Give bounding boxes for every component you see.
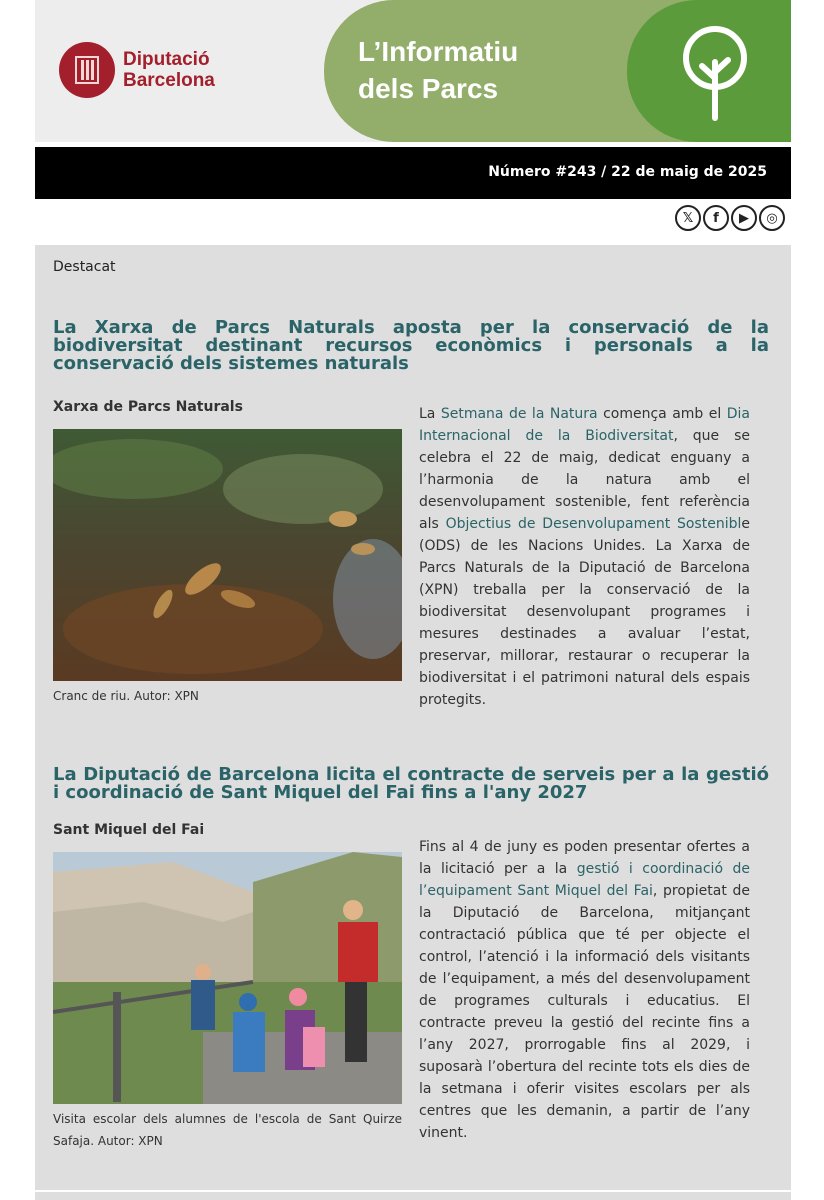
- diputacio-seal-icon: [59, 42, 115, 98]
- logo-line2: Barcelona: [123, 70, 215, 91]
- issue-bar: [35, 147, 791, 199]
- article-2-caption: Visita escolar dels alumnes de l'escola de Sant Quirze Safaja. Autor: XPN: [53, 1112, 402, 1148]
- x-icon[interactable]: 𝕏: [675, 205, 701, 231]
- newsletter-title: [358, 33, 518, 107]
- body-text: e (ODS) de les Nacions Unides. La Xarxa de Parcs Naturals de la Diputació de Barcelona (XPN) treballa per la conservació de la biodiversitat desenvolupant programes i mesures destinades a avaluar l’estat, preservar, millorar, restaurar o recuperar la biodiversitat i el patrimoni natural dels espais protegits.: [419, 516, 750, 708]
- link-setmana-natura[interactable]: Setmana de la Natura: [440, 406, 598, 422]
- header: [35, 0, 791, 142]
- body-text: Fins al 4 de juny es poden presentar ofertes a la licitació per a la: [419, 839, 750, 877]
- article-2-subheading: Sant Miquel del Fai: [53, 822, 205, 838]
- issue-number: Número #243 / 22 de maig de 2025: [488, 164, 767, 180]
- link-ods[interactable]: Objectius de Desenvolupament Sostenibl: [445, 516, 742, 532]
- article-1-headline[interactable]: La Xarxa de Parcs Naturals aposta per la conservació de la biodiversitat destinant recursos econòmics i personals a la conservació dels sistemes naturals: [53, 317, 769, 374]
- article-2-body: [419, 836, 750, 1144]
- instagram-icon[interactable]: ◎: [759, 205, 785, 231]
- article-1-subheading: Xarxa de Parcs Naturals: [53, 399, 243, 415]
- facebook-icon[interactable]: f: [703, 205, 729, 231]
- tree-icon: [680, 22, 750, 122]
- social-links: [675, 205, 785, 231]
- youtube-icon[interactable]: ▶: [731, 205, 757, 231]
- diputacio-logo[interactable]: [59, 42, 215, 98]
- newsletter: [35, 0, 791, 1148]
- body-text: comença amb el: [597, 406, 727, 422]
- footer-strip: [35, 1192, 791, 1200]
- article-1-photo[interactable]: [53, 429, 402, 681]
- body-text: , que se celebra el 22 de maig, dedicat enguany a l’harmonia de la natura amb el desenvolupament sostenible, fent referència als: [419, 428, 750, 532]
- body-text: La: [419, 406, 441, 422]
- content: [35, 245, 791, 1190]
- title-line1: L’Informatiu: [358, 36, 519, 67]
- article-1-body: [419, 403, 750, 711]
- link-dia-biodiversitat[interactable]: Dia Internacional de la Biodiversitat: [419, 406, 750, 444]
- article-1-caption: Cranc de riu. Autor: XPN: [53, 689, 199, 703]
- body-text: , propietat de la Diputació de Barcelona, mitjançant contractació pública que té per objecte el control, l’atenció i la informació dels visitants de l’equipament, a més del desenvolupament de programes culturals i educatius. El contracte preveu la gestió del recinte fins a l’any 2027, prorrogable fins al 2029, i suposarà l’obertura del recinte tots els dies de la setmana i oferir visites escolars per als centres que les demanin, a partir de l’any vinent.: [419, 883, 750, 1141]
- link-gestio-coordinacio[interactable]: gestió i coordinació de l’equipament Sant Miquel del Fai: [419, 861, 750, 899]
- title-line2: dels Parcs: [358, 73, 499, 104]
- article-2-photo[interactable]: [53, 852, 402, 1104]
- logo-line1: Diputació: [123, 49, 210, 70]
- article-2-headline[interactable]: La Diputació de Barcelona licita el contracte de serveis per a la gestió i coordinació de Sant Miquel del Fai fins a l'any 2027: [53, 764, 769, 803]
- section-label: Destacat: [53, 259, 116, 275]
- logo-text: [123, 49, 215, 91]
